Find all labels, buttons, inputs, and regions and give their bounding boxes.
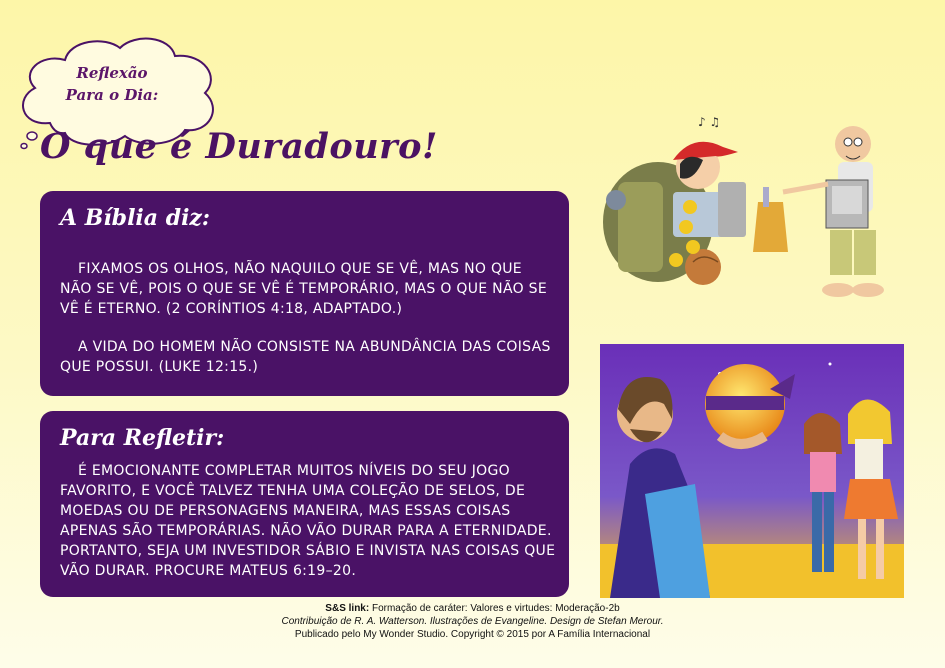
cloud-line-1: Reflexão xyxy=(76,64,148,82)
footer-link-label: S&S link: xyxy=(325,603,370,614)
bible-verse-2: A VIDA DO HOMEM NÃO CONSISTE NA ABUNDÂNCIA DAS COISAS QUE POSSUI. (LUKE 12:15.) xyxy=(60,339,551,375)
reflect-text: É EMOCIONANTE COMPLETAR MUITOS NÍVEIS DO SEU JOGO FAVORITO, E VOCÊ TALVEZ TENHA UMA COLEÇÃO DE SELOS, DE MOEDAS OU DE PERSONAGENS MANEIRA, MAS ESSAS COISAS APENAS SÃO TEMPORÁRIAS. NÃO VÃO DURAR PARA A ETERNIDADE. PORTANTO, SEJA UM INVESTIDOR SÁBIO E INVISTA NAS COISAS QUE VÃO DURAR. PROCURE MATEUS 6:19–20. xyxy=(60,463,556,579)
jesus-illustration xyxy=(600,344,904,598)
hoarding-illustration xyxy=(598,112,908,322)
bible-heading: A Bíblia diz: xyxy=(60,205,211,231)
footer-credits: Contribuição de R. A. Watterson. Ilustrações de Evangeline. Design de Stefan Merour. xyxy=(281,616,664,627)
page-title: O que é Duradouro! xyxy=(40,126,438,167)
reflect-panel xyxy=(40,411,569,597)
cloud-line-2: Para o Dia: xyxy=(65,86,159,104)
bible-verse-1: FIXAMOS OS OLHOS, NÃO NAQUILO QUE SE VÊ, MAS NO QUE NÃO SE VÊ, POIS O QUE SE VÊ É TEMPORÁRIO, MAS O QUE NÃO SE VÊ É ETERNO. (2 CORÍNTIOS 4:18, ADAPTADO.) xyxy=(60,261,547,317)
footer-publisher: Publicado pelo My Wonder Studio. Copyright © 2015 por A Família Internacional xyxy=(294,629,651,640)
footer-link-line xyxy=(200,602,745,615)
bible-panel xyxy=(40,191,569,396)
footer-link-text: Formação de caráter: Valores e virtudes: Moderação-2b xyxy=(369,603,620,614)
cloud-caption xyxy=(52,62,172,106)
footer xyxy=(200,602,745,641)
svg-text:♪ ♫: ♪ ♫ xyxy=(698,115,721,129)
reflect-heading: Para Refletir: xyxy=(60,425,225,451)
